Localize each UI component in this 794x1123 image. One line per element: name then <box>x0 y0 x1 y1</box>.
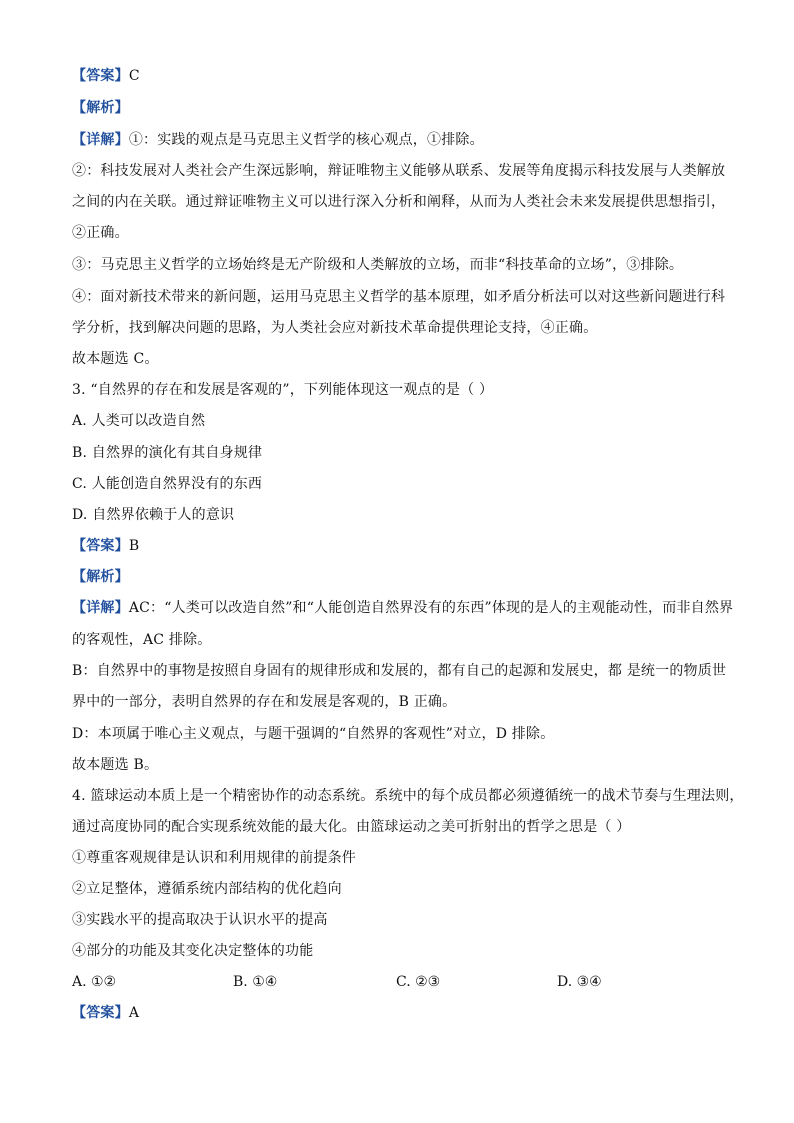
question-stem: 3. “自然界的存在和发展是客观的”，下列能体现这一观点的是（ ） <box>72 382 494 398</box>
analysis-line <box>72 567 734 587</box>
detail-tag: 【详解】 <box>72 132 129 148</box>
paragraph-line: 界中的一部分，表明自然界的存在和发展是客观的，B 正确。 <box>72 694 457 710</box>
detail-text: ①：实践的观点是马克思主义哲学的核心观点，①排除。 <box>128 132 484 148</box>
analysis-tag: 【解析】 <box>72 100 129 116</box>
choice-c: C. ②③ <box>396 974 441 990</box>
analysis-line <box>72 98 734 118</box>
answer-tag: 【答案】 <box>72 1005 129 1021</box>
detail-line <box>72 598 734 618</box>
answer-line <box>72 536 734 556</box>
paragraph-line: ③：马克思主义哲学的立场始终是无产阶级和人类解放的立场，而非“科技革命的立场”，③排除。 <box>72 257 684 273</box>
answer-tag: 【答案】 <box>72 68 129 84</box>
option-d: D. 自然界依赖于人的意识 <box>72 507 235 523</box>
answer-tag: 【答案】 <box>72 538 129 554</box>
detail-tag: 【详解】 <box>72 600 129 616</box>
statement-1: ①尊重客观规律是认识和利用规律的前提条件 <box>72 850 356 866</box>
paragraph-line: 学分析，找到解决问题的思路，为人类社会应对新技术革命提供理论支持，④正确。 <box>72 320 598 336</box>
paragraph-line: B：自然界中的事物是按照自身固有的规律形成和发展的，都有自己的起源和发展史，都 是统一的物质世 <box>72 663 727 679</box>
option-a: A. 人类可以改造自然 <box>72 413 206 429</box>
choice-b: B. ①④ <box>233 974 278 990</box>
answer-line <box>72 1003 734 1023</box>
paragraph-line: ②：科技发展对人类社会产生深远影响，辩证唯物主义能够从联系、发展等角度揭示科技发展与人类解放 <box>72 163 726 179</box>
statement-4: ④部分的功能及其变化决定整体的功能 <box>72 943 314 959</box>
paragraph-line: ②正确。 <box>72 225 129 241</box>
analysis-tag: 【解析】 <box>72 569 129 585</box>
question-stem: 4. 篮球运动本质上是一个精密协作的动态系统。系统中的每个成员都必须遵循统一的战术节奏与生理法则， <box>72 788 744 804</box>
answer-value: B <box>128 538 140 554</box>
option-c: C. 人能创造自然界没有的东西 <box>72 476 263 492</box>
statement-3: ③实践水平的提高取决于认识水平的提高 <box>72 912 328 928</box>
choice-d: D. ③④ <box>557 974 602 990</box>
conclusion-line: 故本题选 B。 <box>72 757 159 773</box>
paragraph-line: D：本项属于唯心主义观点，与题干强调的“自然界的客观性”对立，D 排除。 <box>72 726 555 742</box>
paragraph-line: ④：面对新技术带来的新问题，运用马克思主义哲学的基本原理，如矛盾分析法可以对这些新问题进行科 <box>72 289 726 305</box>
choice-a: A. ①② <box>72 974 117 990</box>
paragraph-line: 的客观性，AC 排除。 <box>72 632 212 648</box>
answer-value: A <box>128 1005 140 1021</box>
answer-value: C <box>128 68 140 84</box>
conclusion-line: 故本题选 C。 <box>72 351 159 367</box>
option-b: B. 自然界的演化有其自身规律 <box>72 445 263 461</box>
question-stem: 通过高度协同的配合实现系统效能的最大化。由篮球运动之美可折射出的哲学之思是（ ） <box>72 819 631 835</box>
paragraph-line: 之间的内在关联。通过辩证唯物主义可以进行深入分析和阐释，从而为人类社会未来发展提供思想指引， <box>72 194 726 210</box>
detail-text: AC：“人类可以改造自然”和“人能创造自然界没有的东西”体现的是人的主观能动性，而非自然界 <box>128 600 734 616</box>
statement-2: ②立足整体，遵循系统内部结构的优化趋向 <box>72 881 342 897</box>
detail-line <box>72 130 734 150</box>
answer-line <box>72 66 734 86</box>
